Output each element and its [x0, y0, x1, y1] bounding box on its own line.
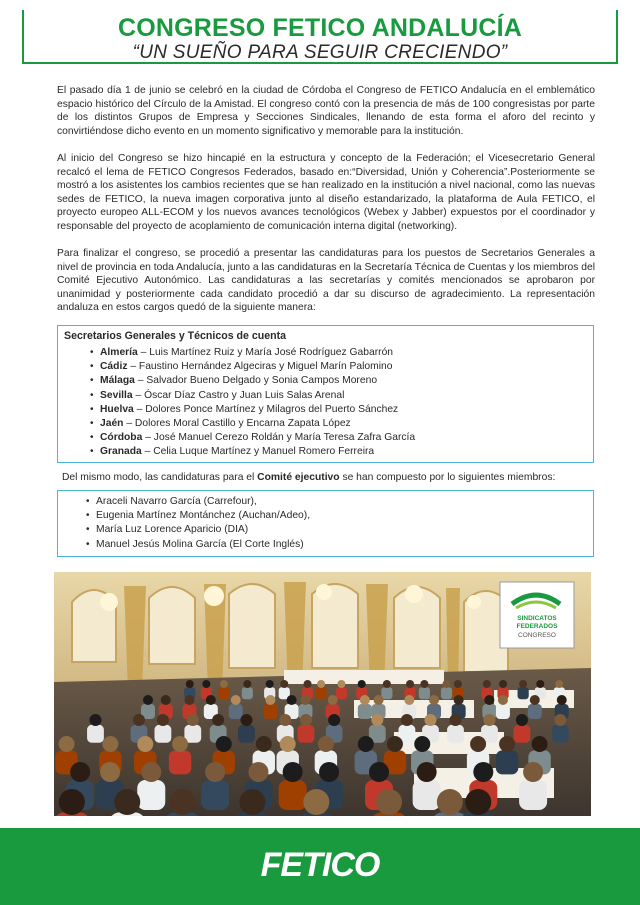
attendee-head [557, 695, 567, 705]
page-title: CONGRESO FETICO ANDALUCÍA [117, 14, 523, 42]
list-item: • Eugenia Martínez Montánchez (Auchan/Adeo), [86, 509, 310, 523]
attendee-head [414, 736, 430, 752]
attendee-head [473, 762, 493, 782]
attendee-head [484, 695, 494, 705]
attendee-head [437, 789, 463, 815]
congress-paragraph: Al inicio del Congreso se hizo hincapié en la estructura y concepto de la Federación; el Vicesecretario General recalcó el lema de FETICO Congresos Federados, basado en:“Diversidad, Unión y Coherencia”.Posteriormente se mostró a los asistentes los cambios recientes que se han realizado en la institución a nivel nacional, como las nuevas sedes de FETICO, la nueva imagen corporativa junto al diseño estandarizado, la plataforma de Aula FETICO, el proyecto europeo ALL-ECOM y los nuevos avances tecnológicos (Webex y Jabber) expuestos por el coordinador y responsable del proyecto de acoplamiento de comunicación interna digital (networking). [57, 153, 595, 232]
attendee-head [429, 695, 439, 705]
attendee-body [87, 725, 104, 743]
attendee-body [413, 780, 441, 810]
committee-box [57, 490, 594, 557]
attendee-head [304, 680, 312, 688]
attendee-head [172, 736, 188, 752]
attendee-head [424, 714, 436, 726]
attendee-head [266, 680, 274, 688]
list-item [90, 431, 415, 445]
attendee-head [170, 789, 196, 815]
attendee-body [298, 725, 315, 743]
province-name: Jaén [100, 418, 124, 430]
attendee-body [528, 704, 542, 719]
attendee-head [59, 736, 75, 752]
list-item: • María Luz Lorence Aparicio (DIA) [86, 523, 310, 537]
attendee-body [238, 725, 255, 743]
attendee-head [317, 680, 325, 688]
attendee-head [248, 762, 268, 782]
committee-intro-end: se han compuesto por lo siguientes miembros: [339, 472, 556, 483]
secretary-names: – Faustino Hernández Algeciras y Miguel Marín Palomino [127, 361, 393, 373]
attendee-head [100, 762, 120, 782]
secretary-names: – Óscar Díaz Castro y Juan Luis Salas Arenal [132, 389, 345, 401]
attendee-head [202, 680, 210, 688]
attendee-body [514, 725, 531, 743]
attendee-head [376, 789, 402, 815]
attendee-head [157, 714, 169, 726]
province-name: Cádiz [100, 361, 128, 373]
attendee-body [242, 687, 253, 699]
attendee-head [519, 680, 527, 688]
screen-text-1: SINDICATOS [517, 615, 557, 622]
attendee-head [205, 762, 225, 782]
attendee-head [470, 736, 486, 752]
attendee-head [401, 714, 413, 726]
attendee-head [387, 736, 403, 752]
attendee-head [483, 680, 491, 688]
attendee-head [530, 695, 540, 705]
attendee-head [239, 789, 265, 815]
attendee-body [381, 687, 392, 699]
attendee-head [243, 680, 251, 688]
attendee-head [256, 736, 272, 752]
attendee-head [499, 736, 515, 752]
attendee-head [358, 680, 366, 688]
province-name: Málaga [100, 375, 135, 387]
attendee-head [265, 695, 275, 705]
list-item [90, 417, 415, 431]
attendee-body [441, 687, 452, 699]
attendee-head [371, 714, 383, 726]
list-item: • Manuel Jesús Molina García (El Corte Inglés) [86, 538, 310, 552]
congress-photo [54, 572, 591, 816]
fetico-logo: FETICO [260, 846, 380, 884]
attendee-body [201, 780, 229, 810]
attendee-head [532, 736, 548, 752]
attendee-body [169, 750, 191, 774]
province-name: Almería [100, 347, 138, 358]
attendee-head [319, 762, 339, 782]
attendee-head [554, 714, 566, 726]
attendee-head [449, 714, 461, 726]
attendee-head [498, 695, 508, 705]
attendee-body [419, 687, 430, 699]
list-item [90, 445, 415, 459]
committee-intro-bold: Comité ejecutivo [257, 472, 340, 483]
attendee-body [218, 687, 229, 699]
attendee-head [300, 714, 312, 726]
attendee-body [315, 687, 326, 699]
list-item [90, 403, 415, 417]
attendee-head [536, 680, 544, 688]
attendee-body [137, 780, 165, 810]
attendee-head [114, 789, 140, 815]
attendee-head [404, 695, 414, 705]
secretary-names: – José Manuel Cerezo Roldán y María Teresa Zafra García [142, 432, 416, 444]
secretaries-list [90, 346, 415, 460]
attendee-head [231, 695, 241, 705]
attendee-head [240, 714, 252, 726]
attendee-head [516, 714, 528, 726]
attendee-body [496, 704, 510, 719]
attendee-head [161, 695, 171, 705]
attendee-head [206, 695, 216, 705]
attendee-head [133, 714, 145, 726]
intro-paragraph: El pasado día 1 de junio se celebró en la ciudad de Córdoba el Congreso de FETICO Andalucía en el emblemático espacio histórico del Círculo de la Amistad. El congreso contó con la presencia de más de 100 congresistas por parte de los distintos Grupos de Empresa y Secciones Sindicales, llenando de esta forma el aforo del recinto y convirtiéndose dicho evento en un momento significativo y memorable para la institución. [57, 85, 595, 137]
attendee-head [318, 736, 334, 752]
committee-intro-text: Del mismo modo, las candidaturas para el [62, 472, 258, 483]
attendee-head [287, 695, 297, 705]
attendee-head [555, 680, 563, 688]
attendee-body [336, 687, 347, 699]
footer-band [0, 828, 640, 905]
committee-intro [62, 472, 555, 483]
list-item [90, 346, 415, 360]
attendee-head [420, 680, 428, 688]
secretary-names: – Dolores Ponce Martínez y Milagros del Puerto Sánchez [133, 403, 399, 415]
attendee-head [483, 714, 495, 726]
attendee-body [496, 750, 518, 774]
attendee-body [263, 704, 277, 719]
attendee-head [187, 714, 199, 726]
secretary-names: – Salvador Bueno Delgado y Sonia Campos Moreno [134, 375, 378, 387]
attendee-head [300, 695, 310, 705]
list-item [90, 389, 415, 403]
attendee-head [102, 736, 118, 752]
attendee-head [143, 695, 153, 705]
attendee-head [454, 680, 462, 688]
attendee-head [70, 762, 90, 782]
secretary-names: – Dolores Moral Castillo y Encarna Zapata López [123, 418, 351, 430]
attendee-head [443, 680, 451, 688]
attendee-body [552, 725, 569, 743]
page-subtitle: “UN SUEÑO PARA SEGUIR CRECIENDO” [132, 42, 508, 63]
screen-text-3: CONGRESO [518, 632, 556, 639]
attendee-head [374, 695, 384, 705]
province-name: Sevilla [100, 389, 133, 401]
attendee-head [220, 680, 228, 688]
attendee-head [216, 736, 232, 752]
attendee-body [518, 687, 529, 699]
attendee-head [328, 714, 340, 726]
attendee-body [358, 704, 372, 719]
list-item: • Araceli Navarro García (Carrefour), [86, 495, 310, 509]
province-name: Huelva [100, 403, 134, 415]
attendee-head [358, 736, 374, 752]
attendee-body [447, 725, 464, 743]
attendee-body [229, 704, 243, 719]
attendee-head [186, 680, 194, 688]
secretary-names: – Luis Martínez Ruiz y María José Rodríguez Gabarrón [137, 347, 394, 358]
attendee-head [369, 762, 389, 782]
attendee-head [360, 695, 370, 705]
attendee-head [184, 695, 194, 705]
attendee-head [280, 736, 296, 752]
attendee-body [519, 780, 547, 810]
attendee-head [303, 789, 329, 815]
attendee-head [465, 789, 491, 815]
province-name: Granada [100, 446, 142, 458]
attendee-body [154, 725, 171, 743]
attendee-head [406, 680, 414, 688]
secretaries-box [57, 325, 594, 463]
attendee-head [328, 695, 338, 705]
attendee-head [499, 680, 507, 688]
attendee-head [283, 762, 303, 782]
committee-list [86, 495, 310, 552]
screen-text-2: FEDERADOS [516, 623, 558, 630]
attendee-head [523, 762, 543, 782]
attendee-head [454, 695, 464, 705]
secretaries-heading: Secretarios Generales y Técnicos de cuenta [64, 330, 286, 342]
attendee-head [279, 714, 291, 726]
province-name: Córdoba [100, 432, 143, 444]
attendee-head [141, 762, 161, 782]
secretary-names: – Celia Luque Martínez y Manuel Romero Ferreira [141, 446, 375, 458]
attendee-head [383, 680, 391, 688]
attendee-head [89, 714, 101, 726]
list-item [90, 360, 415, 374]
attendee-head [137, 736, 153, 752]
attendee-head [59, 789, 85, 815]
attendee-body [279, 780, 307, 810]
attendee-head [212, 714, 224, 726]
attendee-head [337, 680, 345, 688]
attendee-head [280, 680, 288, 688]
list-item [90, 374, 415, 388]
attendee-head [417, 762, 437, 782]
candidates-paragraph: Para finalizar el congreso, se procedió a presentar las candidaturas para los puestos de Secretarios Generales a nivel de provincia en toda Andalucía, junto a las candidaturas en la Secretaría Técnica de Cuentas y los miembros del Comité Ejecutivo Autonómico. Las candidaturas a las secretarías y comités mencionados se aprobaron por unanimidad y posteriormente cada candidato procedió a dar su discurso de agradecimiento. La representación andaluza en estos cargos quedó de la siguiente manera: [57, 248, 595, 314]
